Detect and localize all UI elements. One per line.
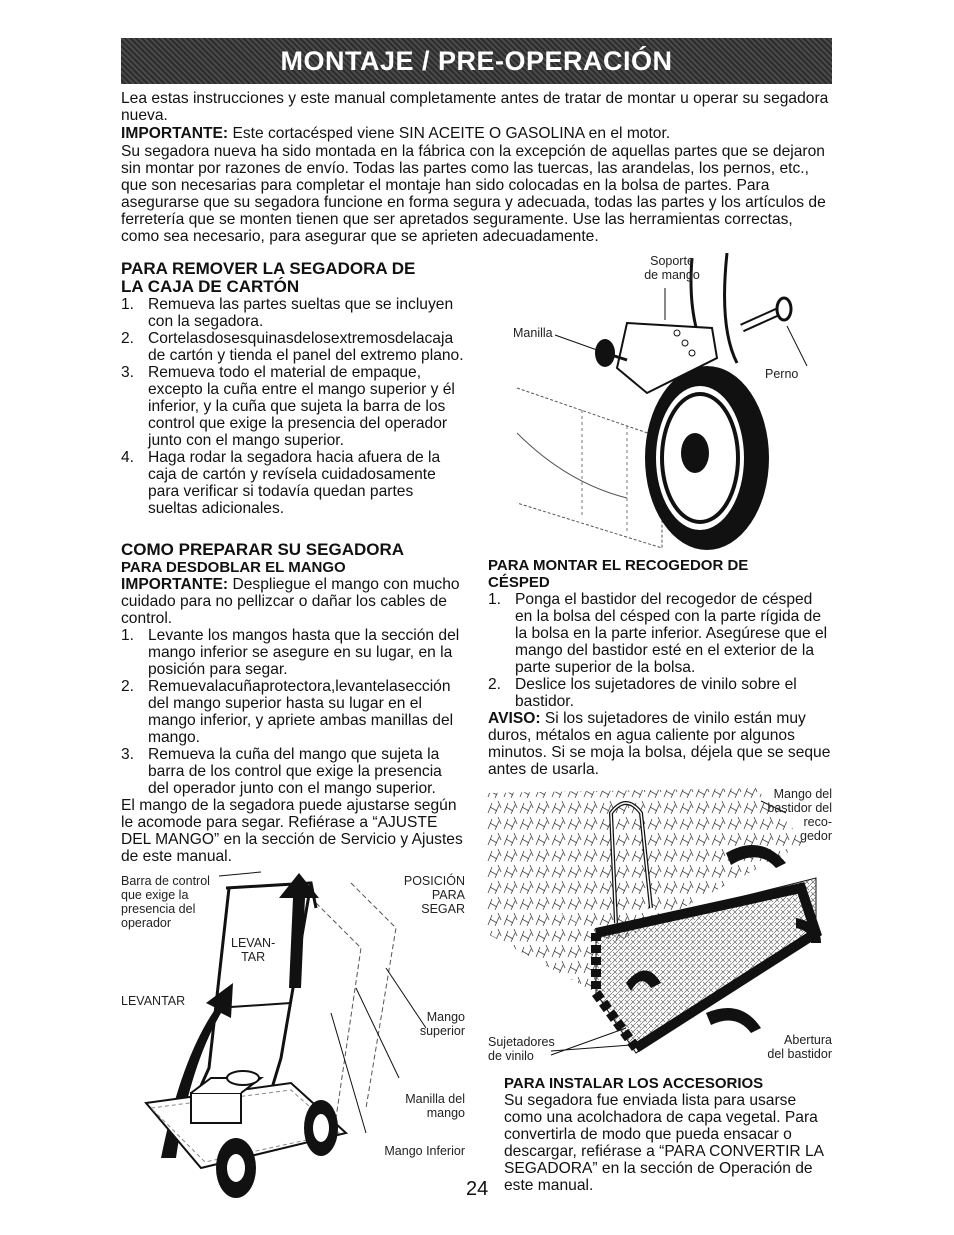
label-lower-handle: Mango Inferior — [384, 1144, 465, 1158]
intro-paragraph-1: Lea estas instrucciones y este manual completamente antes de tratar de montar u operar su segadora nueva. — [121, 90, 829, 124]
section-banner — [121, 38, 832, 84]
label-lift-lower: LEVANTAR — [121, 994, 186, 1008]
collector-list — [488, 591, 833, 710]
collector-aviso: AVISO: Si los sujetadores de vinilo están muy duros, métalos en agua caliente por algunos minutos. Si se moja la bolsa, déjela que se seque antes de usarla. — [488, 710, 831, 778]
label-manilla: Manilla — [513, 326, 553, 340]
label-control-bar: Barra de control que exige la presencia del operador — [121, 874, 210, 930]
prepare-title: COMO PREPARAR SU SEGADORA — [121, 540, 405, 559]
list-item: 1. Levante los mangos hasta que la sección del mango inferior se asegure en su lugar, en la posición para segar. — [121, 627, 460, 678]
prepare-important: IMPORTANTE: Despliegue el mango con mucho cuidado para no pellizcar o dañar los cables de control. — [121, 576, 460, 627]
list-item: 1. Ponga el bastidor del recogedor de césped en la bolsa del césped con la parte rígida de la bolsa en la parte inferior. Asegúrese que el mango del bastidor esté en el exterior de la parte superior de la bolsa. — [488, 591, 828, 676]
section-title: MONTAJE / PRE-OPERACIÓN — [280, 45, 673, 76]
label-frame-opening: Abertura del bastidor — [767, 1033, 832, 1061]
remove-list — [121, 296, 466, 517]
important-text: Este cortacésped viene SIN ACEITE O GASOLINA en el motor. — [228, 125, 671, 142]
collector-title-1: PARA MONTAR EL RECOGEDOR DE — [488, 557, 749, 574]
label-mow-position: POSICIÓN PARA SEGAR — [403, 874, 465, 916]
list-item: 3. Remueva la cuña del mango que sujeta la barra de los control que exige la presencia del operador junto con el mango superior. — [121, 746, 442, 797]
label-frame-handle: Mango del bastidor del reco- gedor — [767, 787, 832, 843]
accessories-section — [488, 1075, 833, 1194]
list-item: 3. Remueva todo el material de empaque, excepto la cuña entre el mango superior y él inferior, y la cuña que sujeta la barra de los control que exige la presencia del operador junto con el mango superior. — [121, 364, 455, 449]
handle-bracket-figure — [487, 248, 832, 563]
prepare-list — [121, 627, 466, 797]
remove-title-2: LA CAJA DE CARTÓN — [121, 277, 300, 296]
list-item: 2. Cortelasdosesquinasdelosextremosdelacaja de cartón y tienda el panel del extremo plano. — [121, 330, 464, 364]
intro-block — [121, 90, 833, 246]
intro-paragraph-2 — [121, 125, 833, 142]
list-item: 4. Haga rodar la segadora hacia afuera de la caja de cartón y revísela cuidadosamente para verificar si todavía quedan partes sueltas adicionales. — [121, 449, 441, 517]
remove-section — [121, 260, 466, 517]
grass-bag-figure — [486, 783, 833, 1066]
accessories-text: Su segadora fue enviada lista para usarse como una acolchadora de capa vegetal. Para convertirla de modo que pueda ensacar o descargar, refiérase a “PARA CONVERTIR LA SEGADORA” en la sección de Operación de este manual. — [504, 1092, 824, 1194]
list-item: 2. Remuevalacuñaprotectora,levantelasección del mango superior hasta su lugar en el mango inferior, y apriete ambas manillas del mango. — [121, 678, 454, 746]
bracket-illustration — [487, 248, 832, 563]
label-handle-knob: Manilla del mango — [405, 1092, 465, 1120]
mower-handle-figure — [121, 868, 467, 1198]
list-item: 1. Remueva las partes sueltas que se incluyen con la segadora. — [121, 296, 454, 330]
prepare-section — [121, 541, 466, 865]
collector-section — [488, 557, 833, 778]
intro-paragraph-3: Su segadora nueva ha sido montada en la fábrica con la excepción de aquellas partes que se dejaron sin montar por razones de envío. Todas las partes como las tuercas, las arandelas, los pernos, etc., que son necesarias para completar el montaje han sido colocadas en la bolsa de partes. Para asegurarse que su segadora funcione en forma segura y adecuada, todas las partes y los artículos de ferretería que se monten tienen que ser apretados seguramente. Use las herramientas correctas, como sea necesario, para asegurar que se aprieten adecuadamente. — [121, 143, 826, 245]
label-perno: Perno — [765, 367, 799, 381]
label-upper-handle: Mango superior — [419, 1010, 465, 1038]
accessories-title: PARA INSTALAR LOS ACCESORIOS — [504, 1075, 764, 1092]
prepare-subtitle: PARA DESDOBLAR EL MANGO — [121, 559, 346, 576]
collector-title-2: CÉSPED — [488, 574, 550, 591]
important-label: IMPORTANTE: — [121, 125, 229, 142]
label-vinyl-clips: Sujetadores de vinilo — [488, 1035, 555, 1063]
remove-title-1: PARA REMOVER LA SEGADORA DE — [121, 259, 416, 278]
list-item: 2. Deslice los sujetadores de vinilo sobre el bastidor. — [488, 676, 797, 710]
page-number: 24 — [466, 1178, 489, 1200]
prepare-closing: El mango de la segadora puede ajustarse según le acomode para segar. Refiérase a “AJUSTE DEL MANGO” en la sección de Servicio y Ajustes de este manual. — [121, 797, 463, 865]
label-lift-upper: LEVAN- TAR — [231, 936, 276, 964]
label-soporte: Soporte de mango — [644, 254, 700, 282]
